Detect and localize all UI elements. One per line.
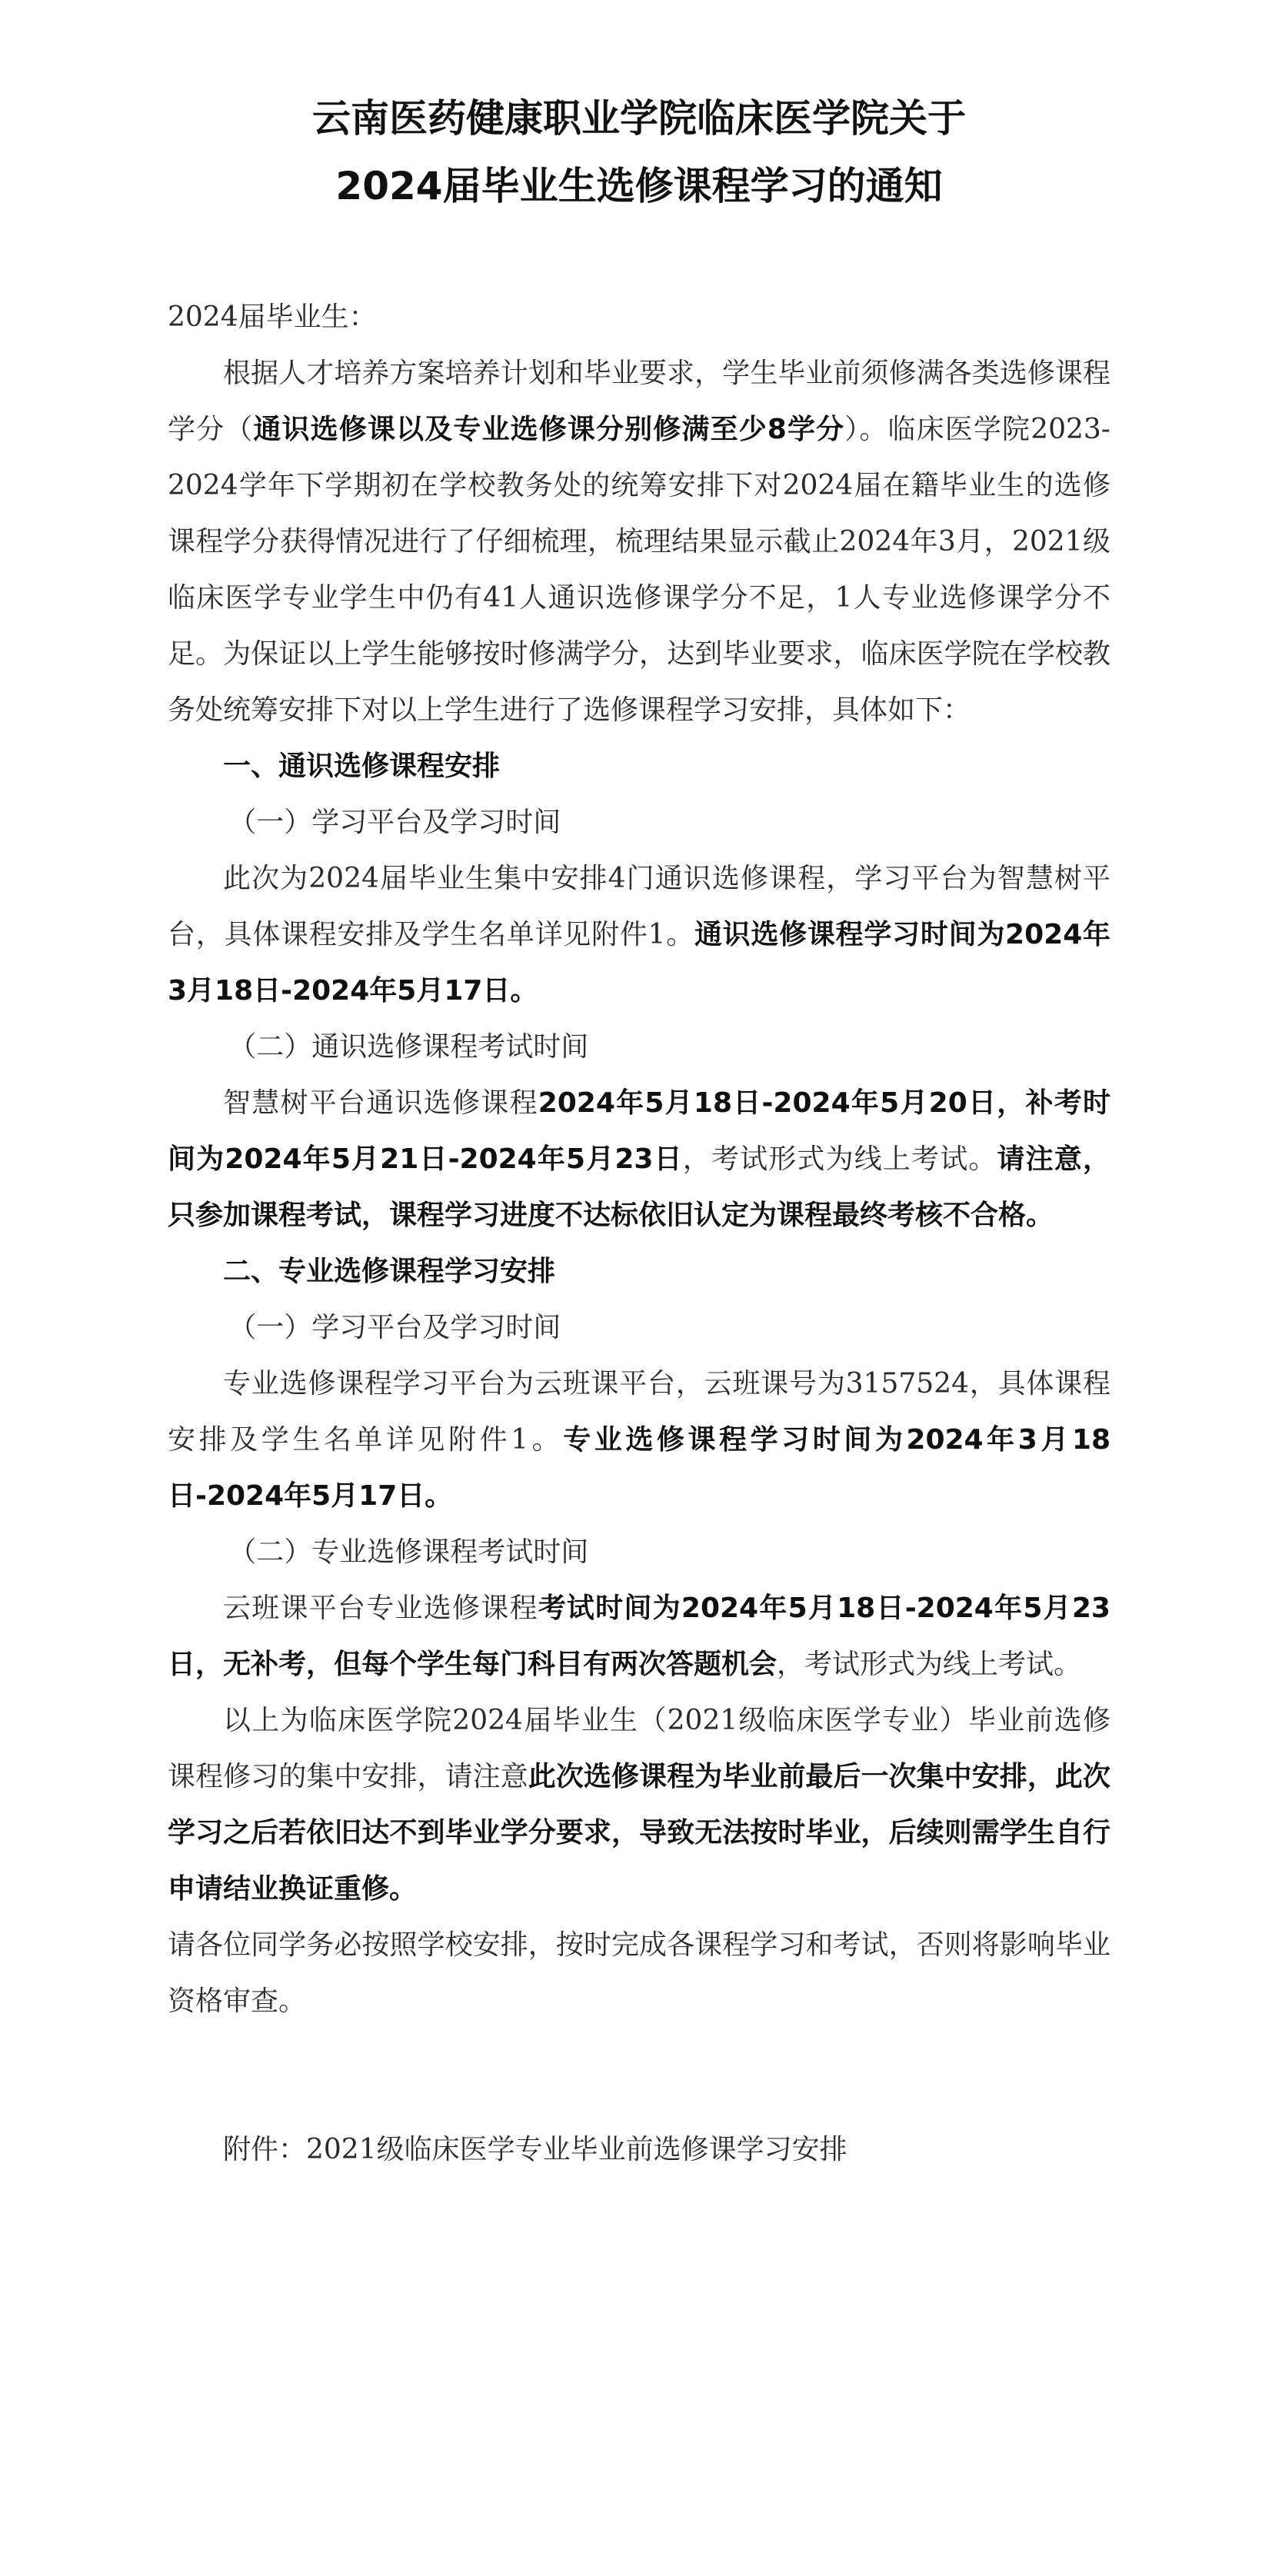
closing-text-1: 以上为临床医学院2024届毕业生（2021级临床医学专业）毕业前选修课程修习的集中安排，请注意 [168,1705,1111,1792]
section-2-sub-1-heading: （一）学习平台及学习时间 [228,1312,561,1343]
section-2-sub-2-heading: （二）专业选修课程考试时间 [228,1536,589,1568]
section-1-sub-2-text-2: ，考试形式为线上考试。 [682,1143,997,1175]
section-1-sub-2-text-1: 智慧树平台通识选修课程 [223,1087,538,1119]
section-2-sub-2-bold-1: 考试时间为2024年5月18日-2024年5月23日，无补考，但每个学生每门科目有两次答题机会 [168,1593,1111,1680]
section-2-sub-1-bold: 专业选修课程学习时间为2024年3月18日-2024年5月17日。 [168,1424,1111,1512]
salutation: 2024届毕业生： [168,301,377,333]
intro-text-2: ）。临床医学院2023-2024学年下学期初在学校教务处的统筹安排下对2024届在籍毕业生的选修课程学分获得情况进行了仔细梳理，梳理结果显示截止2024年3月，2021级临床医学专业学生中仍有41人通识选修课学分不足，1人专业选修课学分不足。为保证以上学生能够按时修满学分，达到毕业要求，临床医学院在学校教务处统筹安排下对以上学生进行了选修课程学习安排，具体如下： [168,414,1111,726]
attachment-note: 附件：2021级临床医学专业毕业前选修课学习安排 [223,2134,847,2165]
section-2-heading: 二、专业选修课程学习安排 [223,1256,556,1287]
title-line-1: 云南医药健康职业学院临床医学院关于 [312,96,966,141]
closing-paragraph-2: 请各位同学务必按照学校安排，按时完成各课程学习和考试，否则将影响毕业资格审查。 [168,1929,1111,2017]
closing-bold: 此次选修课程为毕业前最后一次集中安排，此次学习之后若依旧达不到毕业学分要求，导致无法按时毕业，后续则需学生自行申请结业换证重修。 [168,1761,1111,1905]
title-line-2: 2024届毕业生选修课程学习的通知 [335,164,943,208]
intro-bold-credits: 通识选修课以及专业选修课分别修满至少8学分 [253,414,845,445]
section-1-sub-1-text: 此次为2024届毕业生集中安排4门通识选修课程，学习平台为智慧树平台，具体课程安排及学生名单详见附件1。 [168,863,1111,950]
section-1-sub-1-bold: 通识选修课程学习时间为2024年3月18日-2024年5月17日。 [168,919,1111,1007]
section-2-sub-2-text-2: ，考试形式为线上考试。 [777,1649,1082,1680]
section-1-heading: 一、通识选修课程安排 [223,751,501,782]
intro-text-1: 根据人才培养方案培养计划和毕业要求，学生毕业前须修满各类选修课程学分（ [168,358,1111,445]
intro-paragraph [168,345,1111,738]
closing-paragraph [168,1692,1111,1917]
notice-body [168,289,1111,2178]
section-1-sub-1-paragraph [168,850,1111,1019]
section-1-sub-2-heading: （二）通识选修课程考试时间 [228,1031,589,1063]
section-2-sub-1-paragraph [168,1356,1111,1524]
section-1-sub-2-bold-1: 2024年5月18日-2024年5月20日，补考时间为2024年5月21日-2024年5月23日 [168,1087,1111,1175]
page-title [168,85,1111,220]
section-1-sub-2-bold-2: 请注意，只参加课程考试，课程学习进度不达标依旧认定为课程最终考核不合格。 [168,1143,1111,1231]
section-2-sub-2-text-1: 云班课平台专业选修课程 [223,1593,538,1624]
section-1-sub-2-paragraph [168,1075,1111,1243]
section-2-sub-1-text: 专业选修课程学习平台为云班课平台，云班课号为3157524，具体课程安排及学生名单详见附件1。 [168,1368,1111,1456]
section-1-sub-1-heading: （一）学习平台及学习时间 [228,807,561,838]
section-2-sub-2-paragraph [168,1580,1111,1692]
